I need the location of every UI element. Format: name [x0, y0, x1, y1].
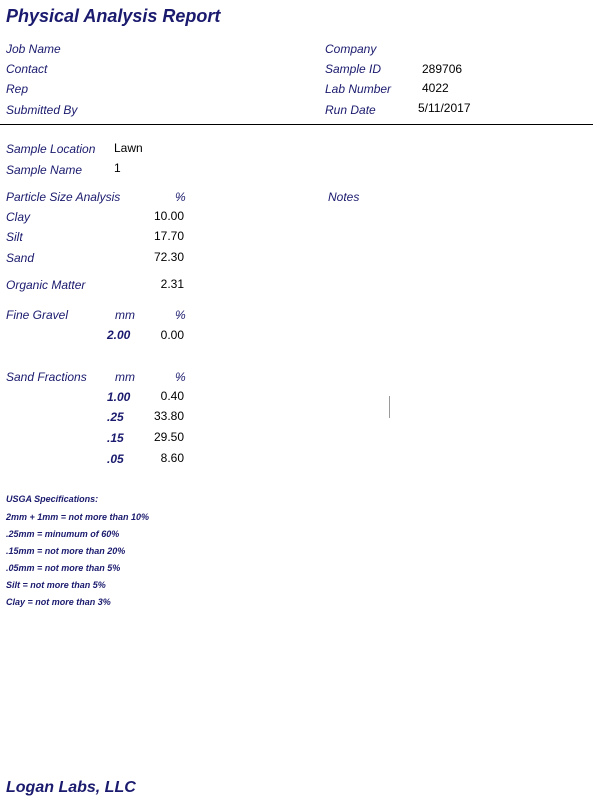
sand-fraction-value: 0.40: [160, 389, 184, 403]
fine-gravel-pct-header: %: [175, 308, 186, 322]
fine-gravel-size: 2.00: [107, 328, 131, 342]
silt-label: Silt: [6, 230, 23, 244]
contact-label: Contact: [6, 62, 48, 76]
sand-fraction-size: .05: [107, 452, 124, 466]
silt-value: 17.70: [153, 229, 184, 243]
usga-spec-line: Silt = not more than 5%: [6, 580, 106, 590]
sample-name-value: 1: [114, 161, 121, 175]
sand-fraction-value: 29.50: [153, 430, 184, 444]
sand-fraction-size: 1.00: [107, 390, 131, 404]
usga-heading: USGA Specifications:: [6, 494, 99, 504]
sand-fraction-size: .25: [107, 410, 124, 424]
sample-id-value: 289706: [422, 62, 463, 76]
company-footer: Logan Labs, LLC: [6, 779, 136, 796]
lab-number-value: 4022: [422, 81, 449, 95]
clay-label: Clay: [6, 210, 31, 224]
job-name-label: Job Name: [6, 42, 61, 56]
sand-label: Sand: [6, 251, 35, 265]
sand-fractions-heading: Sand Fractions: [6, 370, 87, 384]
notes-label: Notes: [328, 190, 360, 204]
sample-name-label: Sample Name: [6, 163, 83, 177]
run-date-label: Run Date: [325, 103, 376, 117]
fine-gravel-mm-header: mm: [115, 308, 135, 322]
usga-spec-line: 2mm + 1mm = not more than 10%: [6, 512, 150, 522]
organic-matter-label: Organic Matter: [6, 278, 86, 292]
run-date-value: 5/11/2017: [418, 101, 471, 115]
notes-divider: [389, 396, 390, 418]
particle-size-heading: Particle Size Analysis: [6, 190, 121, 204]
rep-label: Rep: [6, 82, 29, 96]
usga-spec-line: .05mm = not more than 5%: [6, 563, 121, 573]
sand-value: 72.30: [153, 250, 184, 264]
usga-spec-line: Clay = not more than 3%: [6, 597, 111, 607]
report-title: Physical Analysis Report: [6, 6, 221, 26]
sample-id-label: Sample ID: [325, 62, 382, 76]
particle-pct-header: %: [175, 190, 186, 204]
sand-fraction-size: .15: [107, 431, 124, 445]
sample-location-label: Sample Location: [6, 142, 96, 156]
sand-fractions-pct-header: %: [175, 370, 186, 384]
fine-gravel-heading: Fine Gravel: [6, 308, 69, 322]
company-label: Company: [325, 42, 377, 56]
clay-value: 10.00: [153, 209, 184, 223]
organic-matter-value: 2.31: [160, 277, 184, 291]
header-divider: [0, 124, 593, 125]
fine-gravel-value: 0.00: [160, 328, 184, 342]
sand-fractions-mm-header: mm: [115, 370, 135, 384]
sand-fraction-value: 8.60: [160, 451, 184, 465]
usga-spec-line: .15mm = not more than 20%: [6, 546, 126, 556]
submitted-by-label: Submitted By: [6, 103, 78, 117]
sample-location-value: Lawn: [114, 141, 143, 155]
usga-spec-line: .25mm = minumum of 60%: [6, 529, 120, 539]
lab-number-label: Lab Number: [325, 82, 392, 96]
sand-fraction-value: 33.80: [153, 409, 184, 423]
